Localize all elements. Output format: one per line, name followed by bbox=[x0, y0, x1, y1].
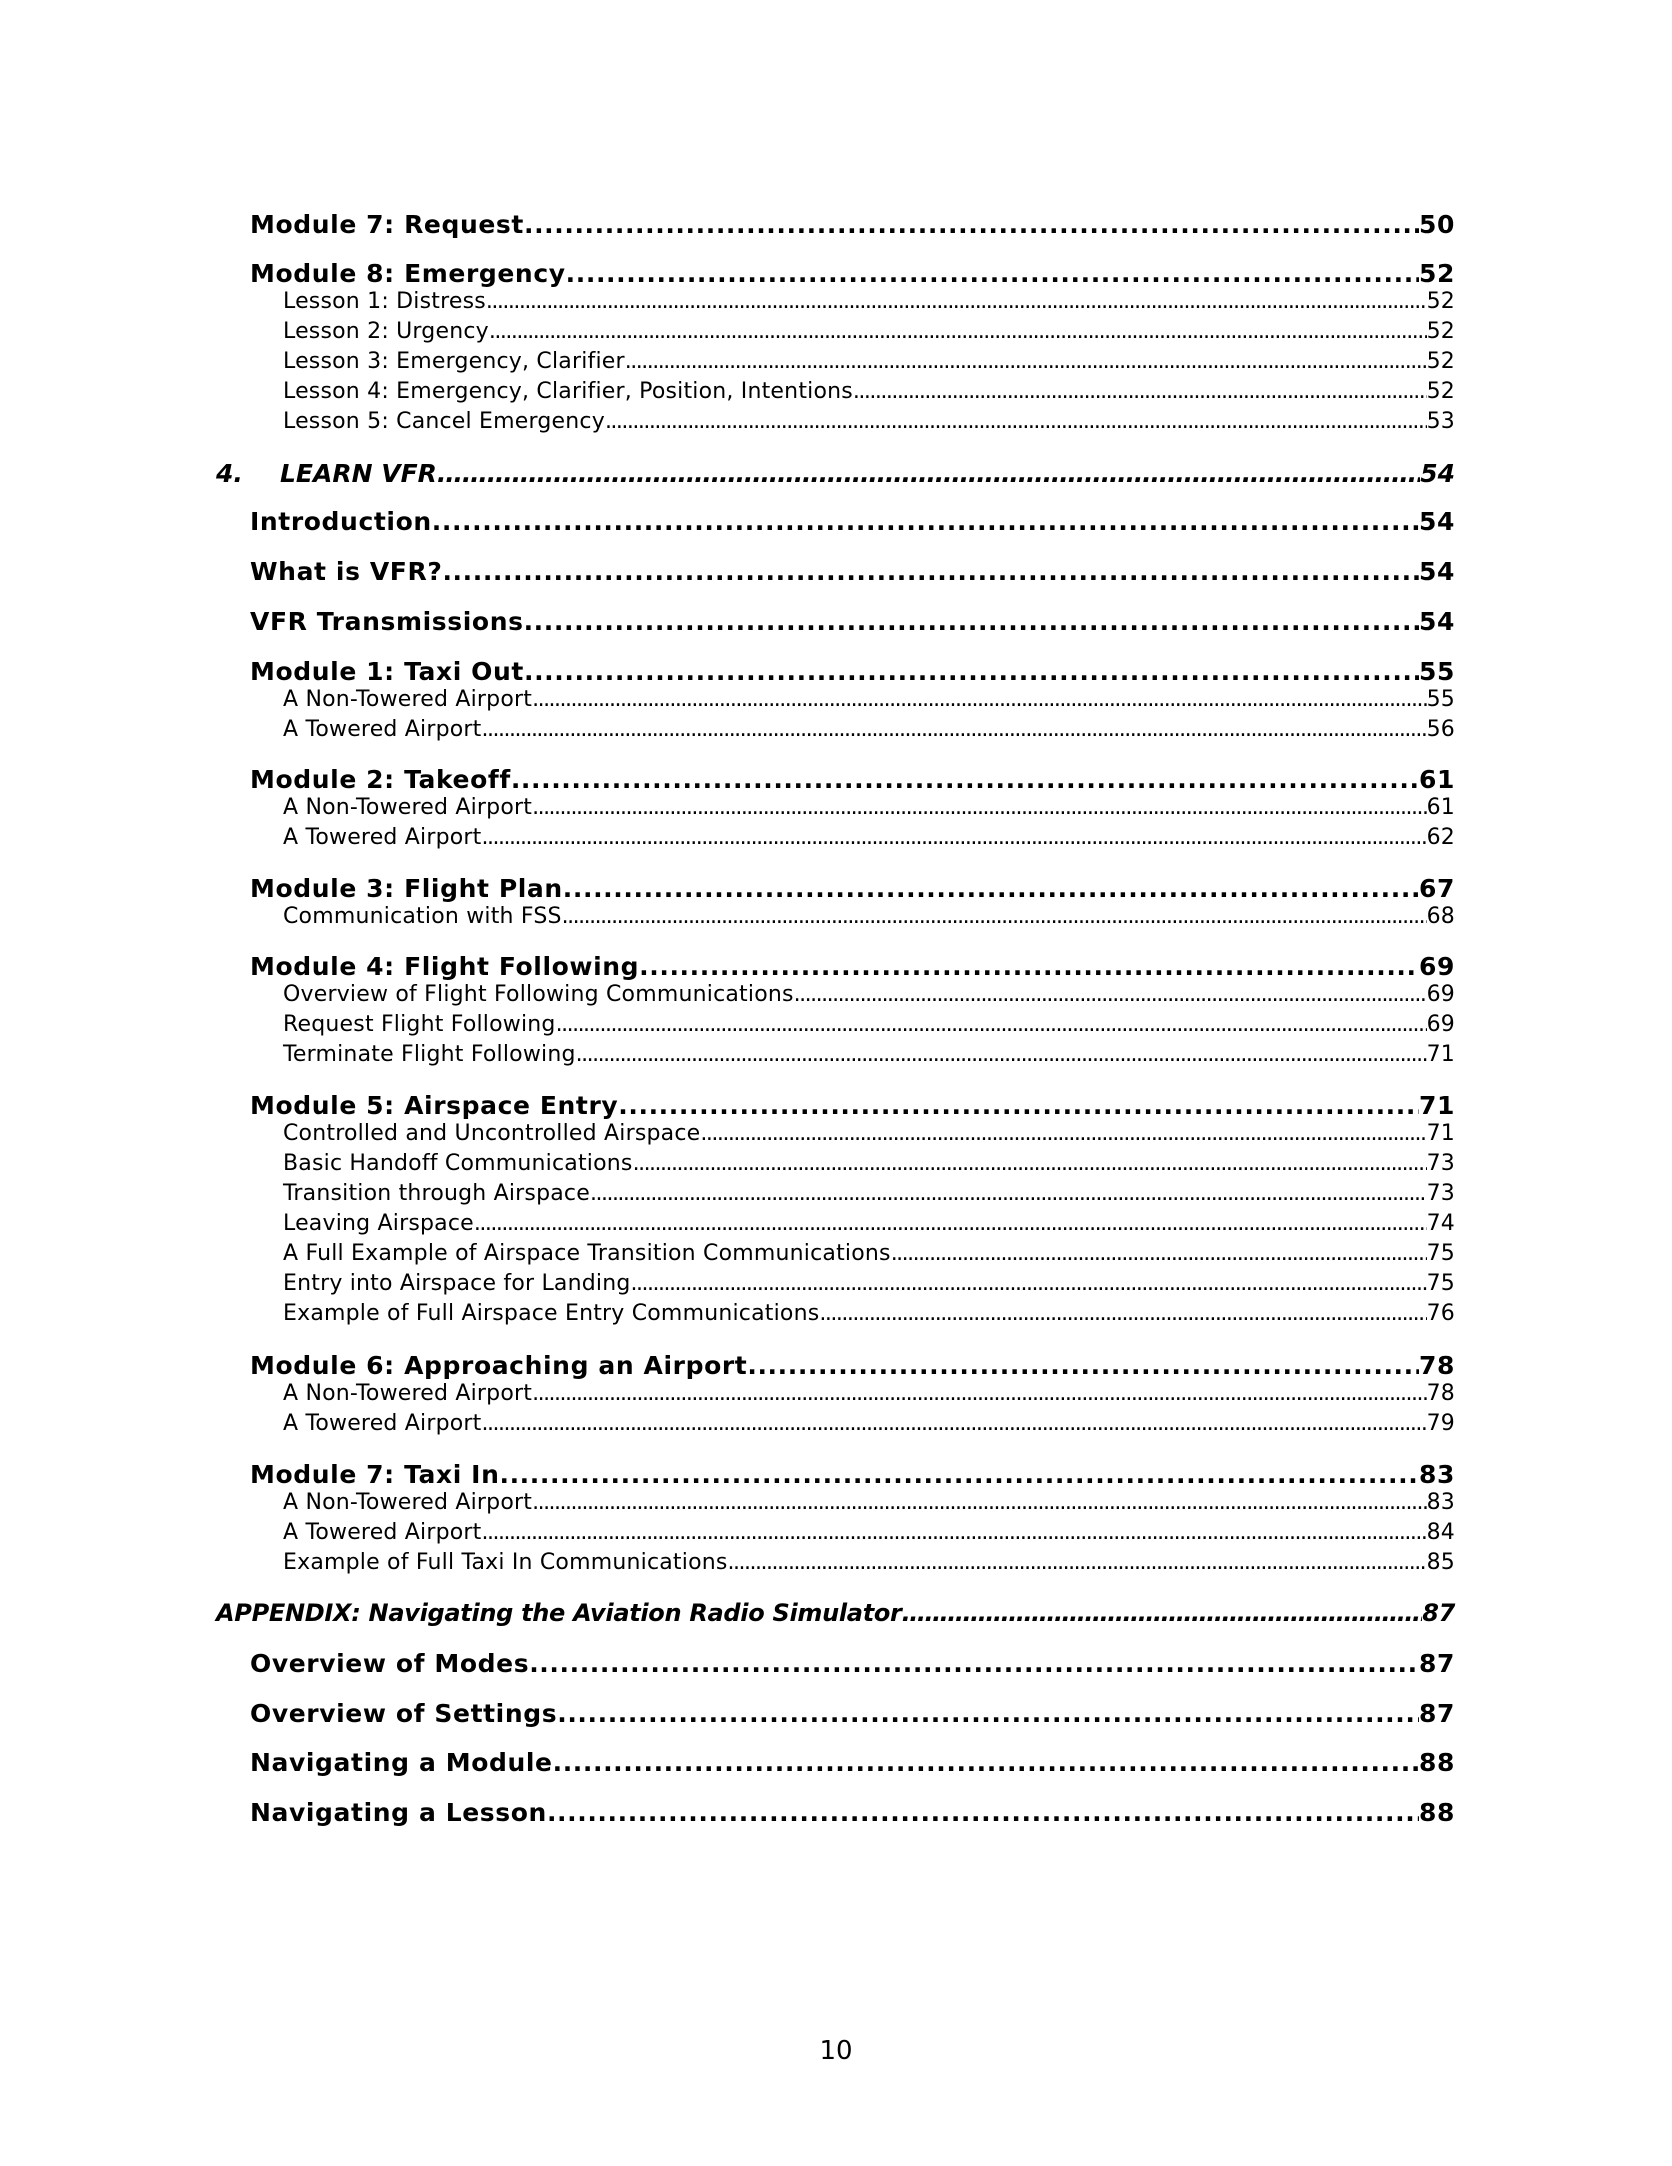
toc-entry-lesson[interactable] bbox=[283, 349, 1455, 374]
toc-entry-label: A Non-Towered Airport bbox=[283, 1490, 533, 1515]
toc-entry-title bbox=[250, 607, 524, 636]
toc-entry-title bbox=[250, 1798, 547, 1827]
toc-entry-page-number: 87 bbox=[1419, 1699, 1455, 1728]
toc-entry-module[interactable] bbox=[250, 874, 1455, 903]
dot-leader bbox=[524, 657, 1419, 686]
dot-leader bbox=[442, 557, 1419, 586]
dot-leader bbox=[557, 1699, 1419, 1728]
toc-entry-module[interactable] bbox=[250, 1351, 1455, 1380]
dot-leader bbox=[532, 795, 1427, 820]
toc-entry-label: Module 3: Flight Plan bbox=[250, 874, 563, 903]
toc-entry-page-number: 78 bbox=[1419, 1351, 1455, 1380]
toc-entry-lesson[interactable] bbox=[283, 1042, 1455, 1067]
dot-leader bbox=[499, 1460, 1419, 1489]
dot-leader bbox=[590, 1181, 1427, 1206]
toc-entry-page-number: 56 bbox=[1426, 717, 1455, 742]
toc-entry-page-number: 84 bbox=[1426, 1520, 1455, 1545]
dot-leader bbox=[891, 1241, 1427, 1266]
toc-entry-title bbox=[283, 904, 562, 929]
dot-leader bbox=[639, 952, 1419, 981]
chapter-number: 4. bbox=[216, 459, 243, 488]
toc-entry-lesson[interactable] bbox=[283, 1151, 1455, 1176]
dot-leader bbox=[563, 874, 1419, 903]
toc-entry-module[interactable] bbox=[250, 1798, 1455, 1827]
toc-entry-lesson[interactable] bbox=[283, 825, 1455, 850]
toc-entry-label: Module 7: Request bbox=[250, 210, 524, 239]
toc-entry-label: Lesson 3: Emergency, Clarifier bbox=[283, 349, 625, 374]
toc-entry-label: A Non-Towered Airport bbox=[283, 1381, 533, 1406]
toc-entry-title bbox=[250, 1091, 618, 1120]
toc-entry-module[interactable] bbox=[250, 607, 1455, 636]
dot-leader bbox=[532, 687, 1427, 712]
toc-entry-module[interactable] bbox=[250, 952, 1455, 981]
page-number: 10 bbox=[819, 2036, 853, 2066]
toc-entry-title bbox=[283, 409, 605, 434]
toc-entry-title bbox=[250, 1649, 529, 1678]
toc-entry-title bbox=[283, 1042, 576, 1067]
toc-entry-lesson[interactable] bbox=[283, 1550, 1455, 1575]
toc-entry-label: Navigating a Lesson bbox=[250, 1798, 547, 1827]
toc-entry-title bbox=[250, 1699, 557, 1728]
dot-leader bbox=[524, 607, 1419, 636]
toc-entry-module[interactable] bbox=[250, 507, 1455, 536]
toc-entry-lesson[interactable] bbox=[283, 717, 1455, 742]
toc-entry-page-number: 62 bbox=[1426, 825, 1455, 850]
toc-entry-page-number: 85 bbox=[1426, 1550, 1455, 1575]
toc-entry-page-number: 71 bbox=[1426, 1121, 1455, 1146]
toc-entry-title bbox=[283, 1411, 482, 1436]
toc-entry-page-number: 71 bbox=[1419, 1091, 1455, 1120]
toc-entry-label: A Non-Towered Airport bbox=[283, 795, 533, 820]
toc-entry-lesson[interactable] bbox=[283, 1211, 1455, 1236]
toc-entry-page-number: 88 bbox=[1419, 1798, 1455, 1827]
toc-entry-page-number: 54 bbox=[1419, 507, 1455, 536]
toc-entry-label: LEARN VFR bbox=[280, 459, 437, 488]
toc-entry-label: A Non-Towered Airport bbox=[283, 687, 533, 712]
toc-entry-label: Module 6: Approaching an Airport bbox=[250, 1351, 748, 1380]
dot-leader bbox=[532, 1381, 1427, 1406]
toc-entry-label: Lesson 4: Emergency, Clarifier, Position, Intentions bbox=[283, 379, 853, 404]
toc-entry-lesson[interactable] bbox=[283, 795, 1455, 820]
toc-entry-appendix[interactable] bbox=[216, 1599, 1455, 1627]
toc-entry-label: Entry into Airspace for Landing bbox=[283, 1271, 631, 1296]
toc-entry-lesson[interactable] bbox=[283, 687, 1455, 712]
toc-entry-page-number: 61 bbox=[1426, 795, 1455, 820]
toc-entry-title bbox=[283, 1181, 590, 1206]
dot-leader bbox=[486, 289, 1427, 314]
toc-entry-title bbox=[283, 1241, 891, 1266]
toc-entry-lesson[interactable] bbox=[283, 1241, 1455, 1266]
toc-entry-label: Navigating a Module bbox=[250, 1748, 553, 1777]
toc-entry-page-number: 52 bbox=[1426, 319, 1455, 344]
toc-entry-module[interactable] bbox=[250, 1699, 1455, 1728]
toc-entry-title bbox=[283, 1381, 532, 1406]
toc-entry-label: Basic Handoff Communications bbox=[283, 1151, 633, 1176]
toc-entry-module[interactable] bbox=[250, 1091, 1455, 1120]
dot-leader bbox=[576, 1042, 1427, 1067]
toc-entry-label: Introduction bbox=[250, 507, 432, 536]
dot-leader bbox=[728, 1550, 1427, 1575]
toc-entry-lesson[interactable] bbox=[283, 1301, 1455, 1326]
toc-entry-label: Module 7: Taxi In bbox=[250, 1460, 500, 1489]
toc-entry-title bbox=[250, 507, 432, 536]
toc-entry-module[interactable] bbox=[250, 1460, 1455, 1489]
toc-entry-lesson[interactable] bbox=[283, 904, 1455, 929]
dot-leader bbox=[547, 1798, 1419, 1827]
toc-entry-label: Overview of Modes bbox=[250, 1649, 530, 1678]
toc-entry-title bbox=[250, 210, 524, 239]
toc-entry-title bbox=[216, 459, 437, 488]
toc-entry-page-number: 73 bbox=[1426, 1151, 1455, 1176]
toc-entry-page-number: 55 bbox=[1419, 657, 1455, 686]
toc-entry-label: Lesson 5: Cancel Emergency bbox=[283, 409, 605, 434]
toc-entry-label: Lesson 1: Distress bbox=[283, 289, 486, 314]
toc-entry-label: APPENDIX: Navigating the Aviation Radio Simulator bbox=[216, 1599, 902, 1627]
toc-entry-label: Leaving Airspace bbox=[283, 1211, 474, 1236]
toc-entry-label: Module 5: Airspace Entry bbox=[250, 1091, 619, 1120]
dot-leader bbox=[529, 1649, 1419, 1678]
toc-entry-page-number: 68 bbox=[1426, 904, 1455, 929]
dot-leader bbox=[794, 982, 1427, 1007]
toc-entry-title bbox=[250, 1460, 499, 1489]
toc-entry-page-number: 83 bbox=[1419, 1460, 1455, 1489]
toc-entry-label: Overview of Settings bbox=[250, 1699, 558, 1728]
dot-leader bbox=[511, 765, 1419, 794]
toc-entry-module[interactable] bbox=[250, 557, 1455, 586]
toc-entry-title bbox=[283, 687, 532, 712]
toc-entry-page-number: 78 bbox=[1426, 1381, 1455, 1406]
toc-entry-module[interactable] bbox=[250, 657, 1455, 686]
toc-entry-label: Controlled and Uncontrolled Airspace bbox=[283, 1121, 701, 1146]
toc-entry-title bbox=[250, 657, 524, 686]
toc-entry-label: A Towered Airport bbox=[283, 825, 482, 850]
dot-leader bbox=[553, 1748, 1419, 1777]
toc-entry-module[interactable] bbox=[250, 1649, 1455, 1678]
dot-leader bbox=[489, 319, 1427, 344]
toc-entry-title bbox=[283, 1271, 631, 1296]
toc-entry-lesson[interactable] bbox=[283, 1121, 1455, 1146]
toc-entry-label: Terminate Flight Following bbox=[283, 1042, 576, 1067]
toc-entry-page-number: 61 bbox=[1419, 765, 1455, 794]
toc-entry-title bbox=[283, 349, 625, 374]
toc-entry-page-number: 52 bbox=[1426, 379, 1455, 404]
toc-entry-label: Module 8: Emergency bbox=[250, 259, 566, 288]
toc-entry-title bbox=[250, 874, 563, 903]
toc-entry-title bbox=[283, 1121, 700, 1146]
dot-leader bbox=[482, 1520, 1427, 1545]
dot-leader bbox=[566, 259, 1419, 288]
toc-entry-page-number: 54 bbox=[1419, 557, 1455, 586]
toc-entry-page-number: 52 bbox=[1419, 259, 1455, 288]
dot-leader bbox=[482, 717, 1427, 742]
dot-leader bbox=[631, 1271, 1427, 1296]
toc-entry-title bbox=[283, 379, 853, 404]
toc-entry-title bbox=[283, 795, 532, 820]
toc-entry-lesson[interactable] bbox=[283, 1012, 1455, 1037]
toc-entry-title bbox=[250, 259, 566, 288]
toc-entry-lesson[interactable] bbox=[283, 289, 1455, 314]
toc-entry-title bbox=[283, 717, 482, 742]
dot-leader bbox=[432, 507, 1419, 536]
toc-entry-page-number: 75 bbox=[1426, 1271, 1455, 1296]
toc-entry-lesson[interactable] bbox=[283, 379, 1455, 404]
toc-entry-module[interactable] bbox=[250, 259, 1455, 288]
dot-leader bbox=[853, 379, 1427, 404]
toc-entry-title bbox=[250, 765, 511, 794]
dot-leader bbox=[556, 1012, 1427, 1037]
toc-entry-page-number: 88 bbox=[1419, 1748, 1455, 1777]
toc-entry-module[interactable] bbox=[250, 765, 1455, 794]
toc-entry-title bbox=[283, 319, 489, 344]
toc-entry-label: Lesson 2: Urgency bbox=[283, 319, 489, 344]
toc-entry-page-number: 55 bbox=[1426, 687, 1455, 712]
toc-entry-label: Communication with FSS bbox=[283, 904, 562, 929]
dot-leader bbox=[625, 349, 1427, 374]
toc-entry-lesson[interactable] bbox=[283, 409, 1455, 434]
dot-leader bbox=[474, 1211, 1427, 1236]
toc-entry-label: A Towered Airport bbox=[283, 1520, 482, 1545]
toc-entry-title bbox=[216, 1599, 902, 1627]
toc-entry-label: Overview of Flight Following Communications bbox=[283, 982, 794, 1007]
toc-entry-page-number: 69 bbox=[1419, 952, 1455, 981]
toc-entry-label: Module 1: Taxi Out bbox=[250, 657, 524, 686]
toc-entry-page-number: 54 bbox=[1419, 607, 1455, 636]
toc-entry-title bbox=[283, 1012, 556, 1037]
toc-entry-title bbox=[283, 1550, 728, 1575]
toc-entry-lesson[interactable] bbox=[283, 1381, 1455, 1406]
toc-entry-page-number: 69 bbox=[1426, 1012, 1455, 1037]
toc-entry-module[interactable] bbox=[250, 210, 1455, 239]
toc-entry-page-number: 87 bbox=[1422, 1599, 1455, 1627]
dot-leader bbox=[747, 1351, 1419, 1380]
toc-entry-page-number: 75 bbox=[1426, 1241, 1455, 1266]
toc-entry-title bbox=[283, 1490, 532, 1515]
toc-entry-title bbox=[283, 825, 482, 850]
toc-entry-lesson[interactable] bbox=[283, 1411, 1455, 1436]
dot-leader bbox=[532, 1490, 1427, 1515]
toc-entry-title bbox=[250, 952, 639, 981]
dot-leader bbox=[633, 1151, 1427, 1176]
toc-entry-label: Example of Full Airspace Entry Communications bbox=[283, 1301, 820, 1326]
toc-entry-lesson[interactable] bbox=[283, 982, 1455, 1007]
dot-leader bbox=[700, 1121, 1426, 1146]
toc-entry-title bbox=[283, 1301, 819, 1326]
toc-entry-title bbox=[283, 289, 486, 314]
toc-entry-title bbox=[250, 1351, 747, 1380]
toc-entry-title bbox=[250, 1748, 553, 1777]
toc-entry-title bbox=[283, 1211, 474, 1236]
toc-entry-lesson[interactable] bbox=[283, 1271, 1455, 1296]
toc-entry-label: Request Flight Following bbox=[283, 1012, 556, 1037]
toc-entry-lesson[interactable] bbox=[283, 1520, 1455, 1545]
toc-entry-lesson[interactable] bbox=[283, 319, 1455, 344]
toc-entry-chapter[interactable] bbox=[216, 459, 1455, 488]
dot-leader bbox=[482, 825, 1427, 850]
toc-entry-page-number: 76 bbox=[1426, 1301, 1455, 1326]
toc-entry-module[interactable] bbox=[250, 1748, 1455, 1777]
toc-entry-label: What is VFR? bbox=[250, 557, 443, 586]
toc-entry-page-number: 73 bbox=[1426, 1181, 1455, 1206]
toc-entry-page-number: 83 bbox=[1426, 1490, 1455, 1515]
toc-entry-label: A Towered Airport bbox=[283, 1411, 482, 1436]
toc-entry-title bbox=[283, 1520, 482, 1545]
toc-entry-label: Module 4: Flight Following bbox=[250, 952, 640, 981]
toc-entry-page-number: 52 bbox=[1426, 349, 1455, 374]
dot-leader bbox=[482, 1411, 1427, 1436]
toc-entry-page-number: 50 bbox=[1419, 210, 1455, 239]
dot-leader bbox=[902, 1599, 1423, 1627]
toc-entry-label: A Towered Airport bbox=[283, 717, 482, 742]
toc-entry-lesson[interactable] bbox=[283, 1181, 1455, 1206]
dot-leader bbox=[618, 1091, 1419, 1120]
toc-entry-lesson[interactable] bbox=[283, 1490, 1455, 1515]
toc-entry-page-number: 54 bbox=[1420, 459, 1455, 488]
toc-entry-title bbox=[283, 982, 794, 1007]
dot-leader bbox=[819, 1301, 1426, 1326]
toc-entry-page-number: 52 bbox=[1426, 289, 1455, 314]
toc-entry-label: Example of Full Taxi In Communications bbox=[283, 1550, 728, 1575]
toc-entry-page-number: 79 bbox=[1426, 1411, 1455, 1436]
toc-entry-page-number: 67 bbox=[1419, 874, 1455, 903]
toc-entry-page-number: 69 bbox=[1426, 982, 1455, 1007]
toc-entry-page-number: 74 bbox=[1426, 1211, 1455, 1236]
toc-entry-label: A Full Example of Airspace Transition Communications bbox=[283, 1241, 891, 1266]
dot-leader bbox=[524, 210, 1419, 239]
toc-entry-page-number: 87 bbox=[1419, 1649, 1455, 1678]
toc-entry-title bbox=[283, 1151, 633, 1176]
dot-leader bbox=[437, 459, 1420, 488]
toc-entry-title bbox=[250, 557, 442, 586]
toc-entry-page-number: 53 bbox=[1426, 409, 1455, 434]
dot-leader bbox=[562, 904, 1427, 929]
toc-entry-label: Module 2: Takeoff bbox=[250, 765, 511, 794]
toc-entry-page-number: 71 bbox=[1426, 1042, 1455, 1067]
toc-entry-label: Transition through Airspace bbox=[283, 1181, 590, 1206]
dot-leader bbox=[605, 409, 1427, 434]
toc-entry-label: VFR Transmissions bbox=[250, 607, 524, 636]
